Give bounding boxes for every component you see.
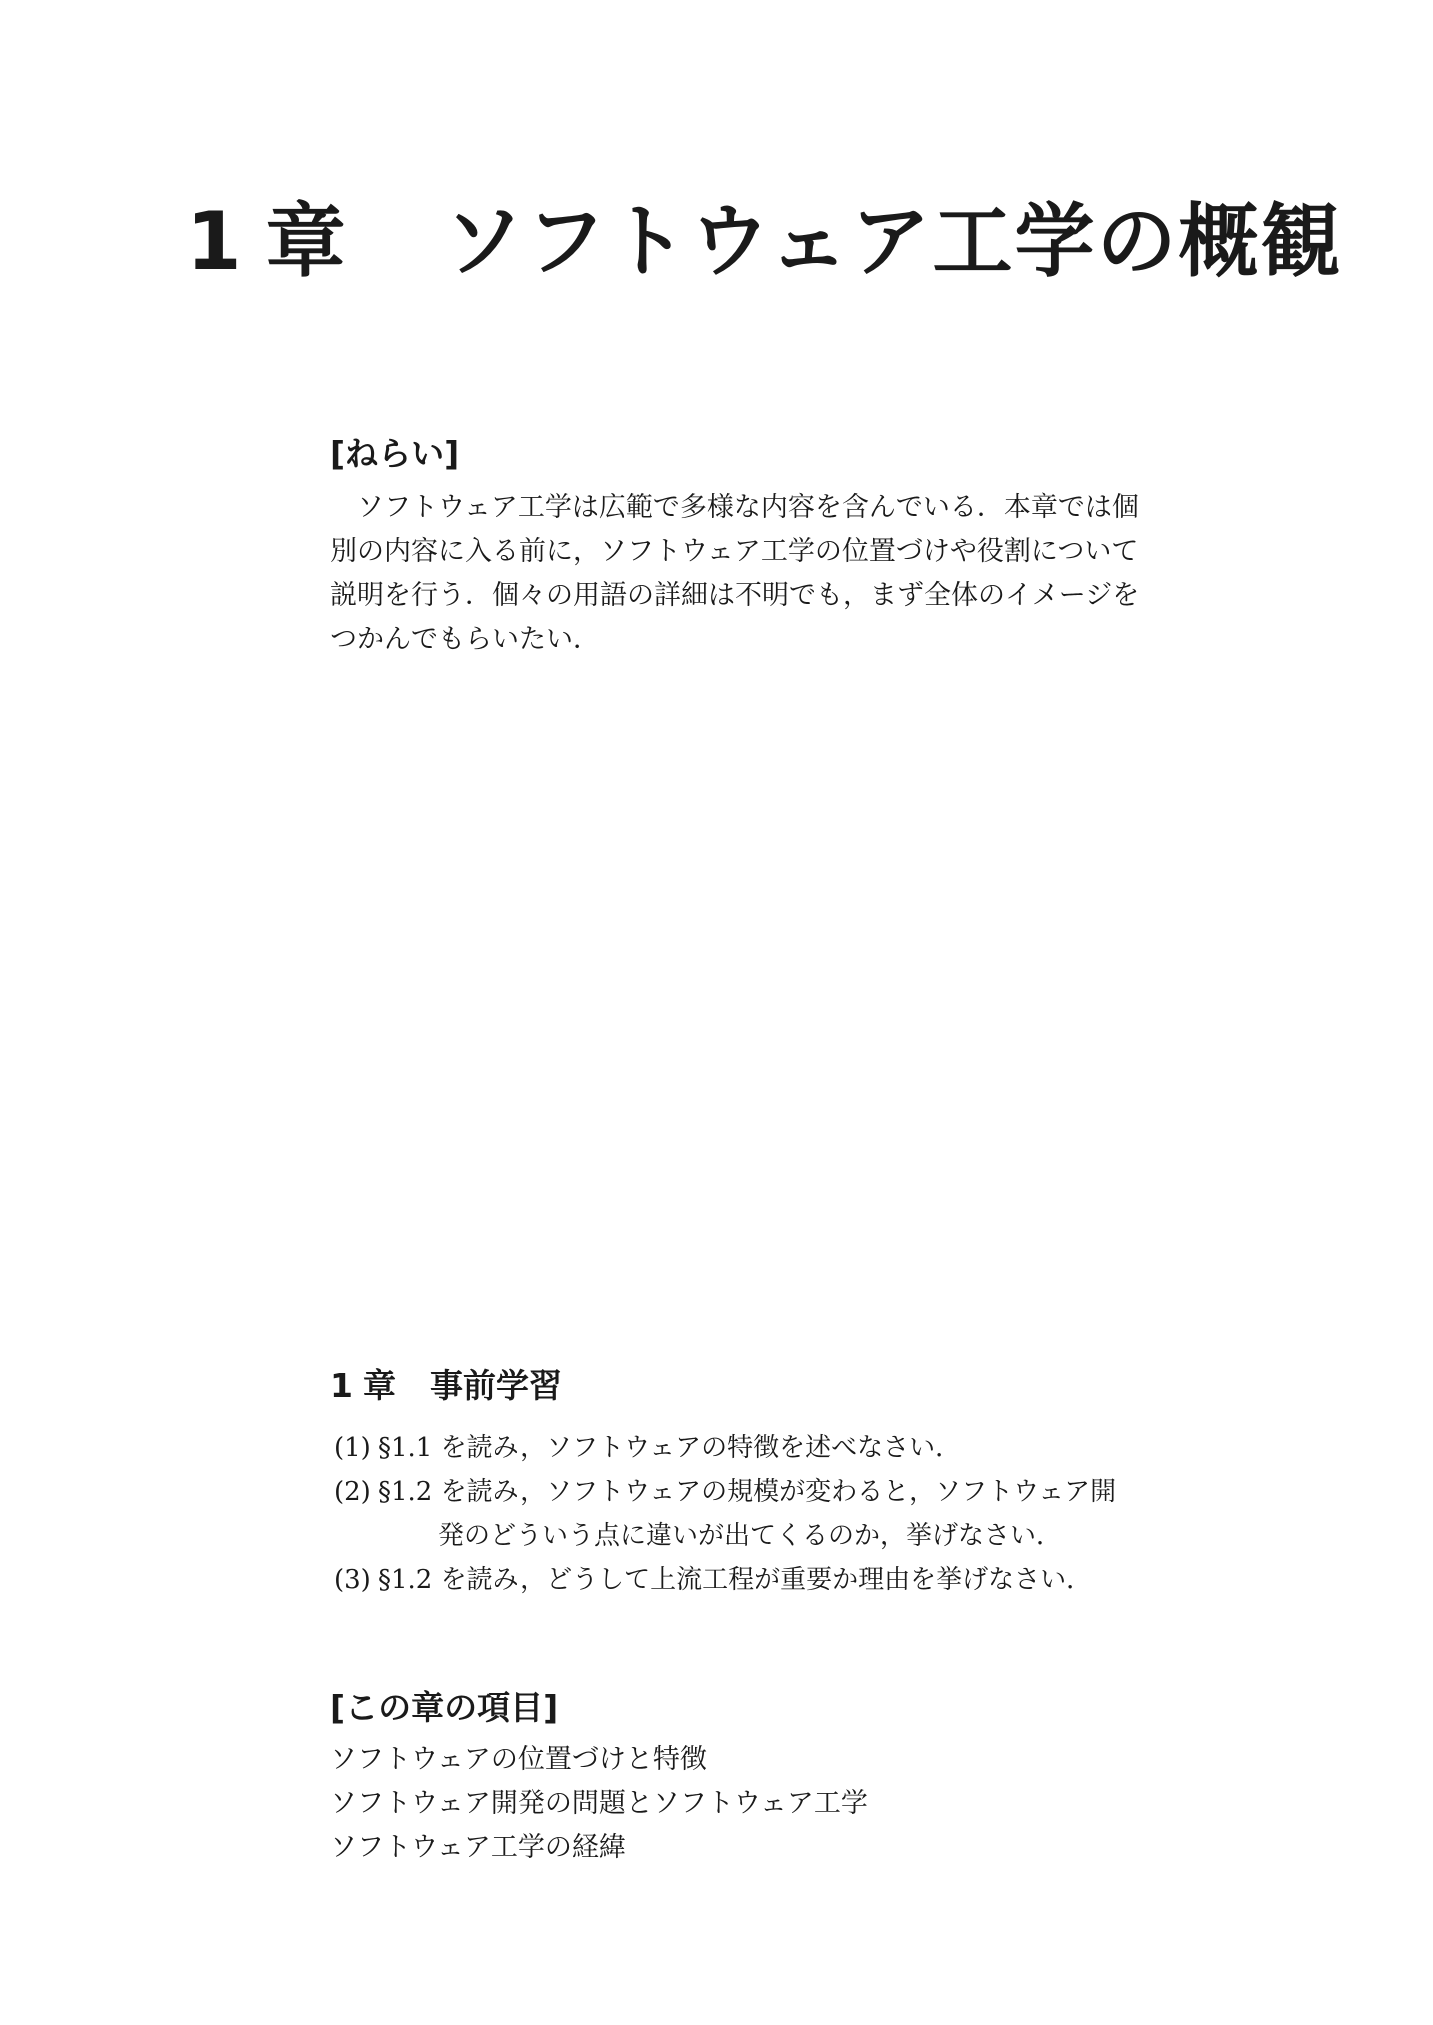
exercise-text (378, 1426, 1130, 1470)
aim-section (330, 432, 1140, 662)
exercise-line: §1.2 を読み，どうして上流工程が重要か理由を挙げなさい． (378, 1565, 1093, 1595)
exercise-line: §1.1 を読み，ソフトウェアの特徴を述べなさい． (378, 1433, 962, 1463)
exercise-text (378, 1470, 1130, 1558)
exercise-text (378, 1558, 1130, 1602)
aim-line: 別の内容に入る前に，ソフトウェア工学の位置づけや役割について (330, 536, 1139, 567)
chapter-title-text: ソフトウェア工学の概観 (443, 195, 1343, 288)
prestudy-section (330, 1364, 1130, 1602)
exercise-item (330, 1470, 1130, 1558)
topics-list (330, 1738, 1130, 1870)
exercise-list (330, 1426, 1130, 1602)
exercise-item (330, 1558, 1130, 1602)
exercise-line: §1.2 を読み，ソフトウェアの規模が変わると，ソフトウェア開 (378, 1477, 1117, 1507)
prestudy-chapter-number: 1 (330, 1366, 353, 1405)
chapter-title (186, 196, 1342, 288)
exercise-line: 発のどういう点に違いが出てくるのか，挙げなさい． (438, 1521, 1063, 1551)
topic-item: ソフトウェア工学の経緯 (330, 1832, 626, 1863)
exercise-marker: (1) (334, 1433, 371, 1463)
aim-heading: [ねらい] (330, 434, 460, 473)
exercise-marker: (3) (334, 1565, 371, 1595)
aim-line: つかんでもらいたい． (330, 624, 600, 655)
topics-section (330, 1686, 1130, 1870)
exercise-item (330, 1426, 1130, 1470)
prestudy-chapter-label: 章 (362, 1366, 396, 1405)
prestudy-title: 事前学習 (429, 1366, 562, 1405)
topic-item: ソフトウェアの位置づけと特徴 (330, 1744, 707, 1775)
chapter-label: 章 (265, 195, 348, 288)
chapter-number: 1 (186, 195, 244, 288)
aim-paragraph (330, 486, 1140, 662)
aim-line: ソフトウェア工学は広範で多様な内容を含んでいる．本章では個 (357, 492, 1139, 523)
topics-heading: [この章の項目] (330, 1688, 559, 1727)
exercise-marker: (2) (334, 1477, 371, 1507)
topic-item: ソフトウェア開発の問題とソフトウェア工学 (330, 1788, 868, 1819)
aim-line: 説明を行う．個々の用語の詳細は不明でも，まず全体のイメージを (330, 580, 1140, 611)
prestudy-heading (330, 1364, 1130, 1408)
